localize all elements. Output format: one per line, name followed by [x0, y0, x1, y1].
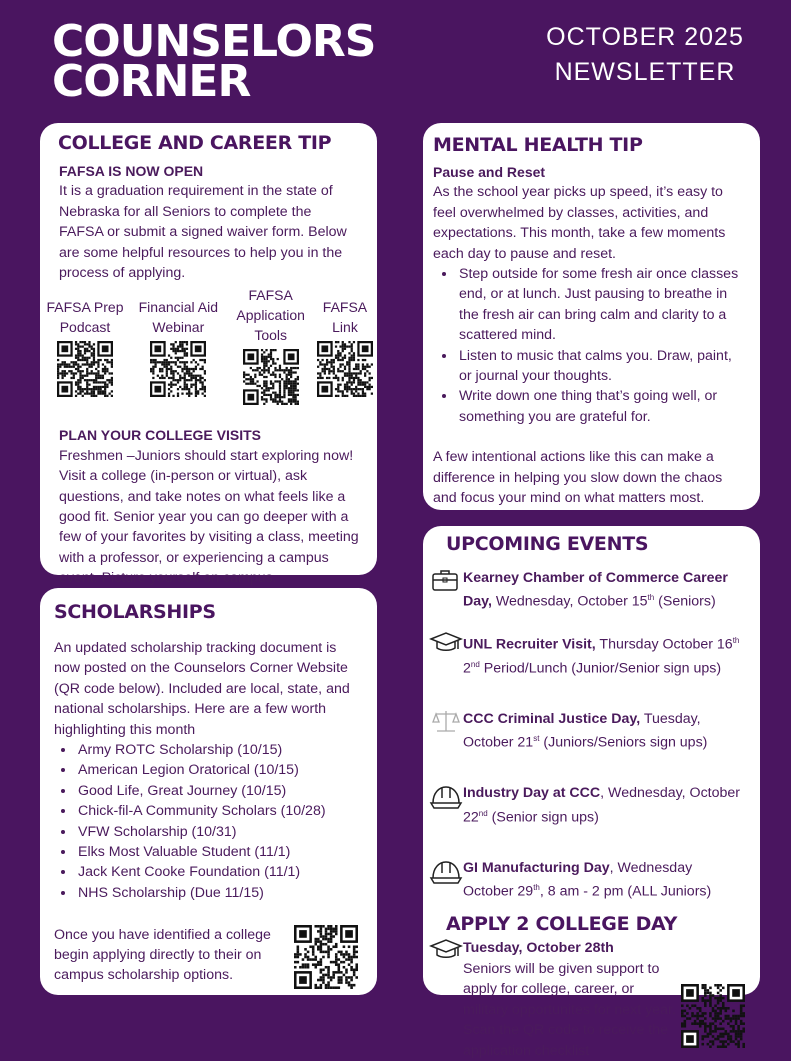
subtitle-text: NEWSLETTER: [554, 58, 736, 86]
graduation-cap-icon: [429, 938, 463, 962]
title-line: COUNSELORS: [52, 16, 376, 67]
briefcase-icon: [429, 568, 463, 592]
event-title: GI Manufacturing Day: [463, 859, 610, 876]
college-career-card: [40, 123, 377, 587]
tips-list: [457, 264, 746, 427]
list-item: • Step outside for some fresh air once classes end, or at lunch. Just pausing to breathe in the fresh air can bring calm and clarity to a scattered mind.: [457, 264, 746, 346]
scholarship-list: [76, 740, 359, 903]
list-item: • Chick-fil-A Community Scholars (10/28): [76, 801, 359, 821]
card-heading: MENTAL HEALTH TIP: [433, 134, 643, 156]
event-item: [429, 568, 746, 613]
paragraph: As the school year picks up speed, it’s easy to feel overwhelmed by classes, activities, and expectations. This month, take a few moments each day to pause and reset.: [433, 184, 726, 262]
qr-label: FAFSA Application Tools: [236, 287, 305, 344]
list-item: • Listen to music that calms you. Draw, paint, or journal your thoughts.: [457, 346, 746, 387]
ordinal: th: [647, 593, 655, 603]
date-text: OCTOBER 2025: [546, 23, 744, 51]
apply-day-item: [429, 938, 746, 1060]
list-item: • Write down one thing that’s going well, or something you are grateful for.: [457, 386, 746, 427]
title-line: CORNER: [52, 56, 251, 107]
list-item: • Elks Most Valuable Student (11/1): [76, 842, 359, 862]
event-title: Industry Day at CCC: [463, 785, 601, 802]
events-card: [423, 526, 760, 1059]
qr-item[interactable]: [132, 285, 224, 405]
paragraph: An updated scholarship tracking document is now posted on the Counselors Corner Website (QR code below). Included are local, state, and national scholarships. Here are a few worth highlighting this month: [54, 640, 350, 738]
apply-date: Tuesday, October 28th: [463, 940, 614, 957]
qr-label: Financial Aid Webinar: [138, 299, 219, 336]
scales-of-justice-icon: [429, 709, 463, 733]
list-item: • Good Life, Great Journey (10/15): [76, 781, 359, 801]
event-detail: Tuesday, October 21: [463, 710, 701, 751]
event-item: [429, 709, 746, 754]
qr-code-icon[interactable]: [57, 341, 113, 397]
list-item: • American Legion Oratorical (10/15): [76, 760, 359, 780]
list-item: • VFW Scholarship (10/31): [76, 822, 359, 842]
qr-code-icon[interactable]: [294, 925, 358, 989]
paragraph: Freshmen –Juniors should start exploring now! Visit a college (in-person or virtual), ask questions, and take notes on what feels like a good fit. Senior year you can go deeper with a few of your favorites by visiting a class, meeting with a professor, or experiencing a campus event. Picture yourself on campus.: [59, 447, 359, 587]
event-item: [429, 858, 746, 903]
ordinal: st: [533, 734, 540, 744]
event-detail: , Wednesday October 29: [463, 859, 693, 901]
qr-label: FAFSA Prep Podcast: [46, 299, 124, 336]
event-detail: 2: [463, 660, 471, 677]
hard-hat-icon: [429, 858, 463, 886]
paragraph: A few intentional actions like this can make a difference in helping you slow down the chaos and focus your mind on what matters most.: [433, 449, 723, 507]
qr-code-icon[interactable]: [150, 341, 206, 397]
graduation-cap-icon: [429, 631, 463, 655]
qr-label: FAFSA Link: [322, 299, 368, 336]
qr-row: [45, 285, 373, 405]
list-item: • Army ROTC Scholarship (10/15): [76, 740, 359, 760]
subheading: Pause and Reset: [433, 164, 546, 180]
card-heading: APPLY 2 COLLEGE DAY: [446, 913, 678, 936]
event-title: CCC Criminal Justice Day,: [463, 710, 641, 727]
event-detail: Thursday October 16: [595, 636, 733, 653]
hard-hat-icon: [429, 783, 463, 811]
paragraph: Once you have identified a college begin applying directly to their on campus scholarship options.: [54, 926, 271, 984]
list-item: • NHS Scholarship (Due 11/15): [76, 883, 359, 903]
ordinal: nd: [478, 808, 488, 818]
qr-item[interactable]: [232, 285, 310, 405]
event-item: [429, 631, 746, 679]
scholarships-card: [40, 588, 377, 995]
subheading: PLAN YOUR COLLEGE VISITS: [59, 427, 261, 444]
event-detail: (Seniors): [654, 594, 716, 611]
qr-code-icon[interactable]: [317, 341, 373, 397]
card-heading: SCHOLARSHIPS: [54, 601, 216, 623]
qr-item[interactable]: [45, 285, 125, 405]
event-title: Kearney Chamber of Commerce Career Day,: [463, 570, 728, 611]
event-detail: (Senior sign ups): [487, 809, 599, 826]
qr-item[interactable]: [317, 285, 373, 405]
card-heading: COLLEGE AND CAREER TIP: [58, 132, 332, 154]
event-detail: (Juniors/Seniors sign ups): [539, 734, 708, 751]
event-detail: , Wednesday, October 22: [463, 785, 741, 826]
newsletter-date: [520, 20, 770, 90]
card-heading: UPCOMING EVENTS: [446, 533, 649, 555]
apply-text: Seniors will be given support to apply for college, career, or military opportunites for next year. Scan the QR code to receive the application checklist: [463, 960, 676, 1059]
event-detail: Wednesday, October 15: [491, 594, 648, 611]
mental-health-card: [423, 123, 760, 510]
event-detail: , 8 am - 2 pm (ALL Juniors): [539, 884, 712, 901]
list-item: • Jack Kent Cooke Foundation (11/1): [76, 862, 359, 882]
ordinal: nd: [470, 659, 480, 669]
event-title: UNL Recruiter Visit,: [463, 636, 596, 653]
ordinal: th: [732, 635, 740, 645]
qr-code-icon[interactable]: [681, 984, 745, 1048]
newsletter-title: [52, 16, 376, 107]
subheading: FAFSA IS NOW OPEN: [59, 163, 204, 179]
ordinal: th: [533, 883, 540, 893]
event-detail: Period/Lunch (Junior/Senior sign ups): [479, 660, 722, 677]
qr-code-icon[interactable]: [243, 349, 299, 405]
event-item: [429, 783, 746, 828]
paragraph: It is a graduation requirement in the state of Nebraska for all Seniors to complete the FAFSA or submit a signed waiver form. Below are some helpful resources to help you in the process of applying.: [59, 183, 347, 282]
